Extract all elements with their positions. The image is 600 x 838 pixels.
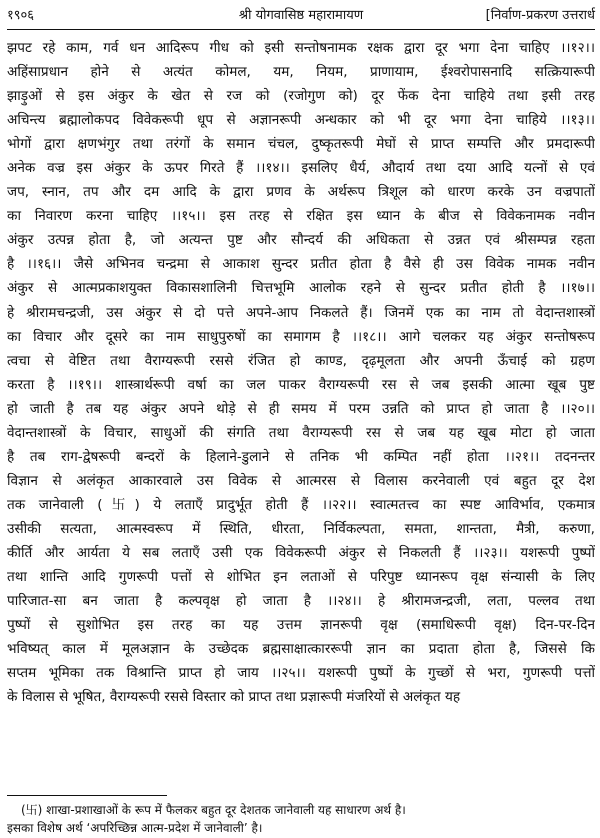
text-line: तक जानेवाली (卐) ये लताएँ प्रादुर्भूत होती हैं ।।२२।। स्वात्मतत्त्व का स्पष्ट आविर्भाव, एकमात्र [7, 496, 595, 513]
text-line: करता है ।।१९।। शास्त्रार्थरूपी वर्षा का जल पाकर वैराग्यरूपी रस से जब इसकी आत्मा खूब पुष्ट [7, 376, 595, 393]
footnote-line: (卐) शाखा-प्रशाखाओं के रूप में फैलकर बहुत दूर देशतक जानेवाली यह साधारण अर्थ है। [21, 803, 406, 817]
text-line: कीर्ति और आर्यता ये सब लताएँ उसी एक विवेकरूपी अंकुर से निकलती हैं ।।२३।। यशरूपी पुष्पों [7, 544, 595, 561]
book-page [7, 0, 595, 838]
text-line: का विचार और दूसरे का नाम साधुपुरुषों का समागम है ।।१८।। आगे चलकर यह अंकुर सन्तोषरूप [7, 328, 595, 345]
footnote-line: इसका विशेष अर्थ ‘अपरिच्छिन्न आत्म-प्रदेश में जानेवाली’ है। [7, 821, 263, 835]
text-line: जप, स्नान, तप और दम आदि के द्वारा प्रणव के अर्थरूप त्रिशूल को धारण करके उन वज्रपातों [7, 184, 595, 201]
text-line: त्वचा से वेष्टित तथा वैराग्यरूपी रससे रंजित हो काण्ड, दृढ़मूलता और अपनी ऊँचाई को ग्रहण [7, 352, 595, 369]
text-line: अचिन्त्य ब्रह्मालोकपद विवेकरूपी धूप से अज्ञानरूपी अन्धकार को भी दूर भगा देना चाहिये ।।१३।। [7, 112, 595, 129]
text-line: का निवारण करना चाहिए ।।१५।। इस तरह से रक्षित इस ध्यान के बीज से विवेकनामक नवीन [7, 208, 595, 225]
text-line: अहिंसाप्रधान होने से अत्यंत कोमल, यम, नियम, प्राणायाम, ईश्वरोपासनादि सत्क्रियारूपी [7, 64, 595, 81]
text-line: झाड़ुओं से इस अंकुर के खेत से रज को (रजोगुण को) दूर फेंक देना चाहिये तथा इसी तरह [7, 88, 595, 105]
footnote [7, 801, 595, 837]
text-line: वेदान्तशास्त्रों के विचार, साधुओं की संगति तथा वैराग्यरूपी रस से जब यह खूब मोटा हो जाता [7, 424, 595, 441]
text-line: अनेक वज्र इस अंकुर के ऊपर गिरते हैं ।।१४।। इसलिए धैर्य, औदार्य तथा दया आदि यत्नों से एवं [7, 160, 595, 177]
text-line: के विलास से भूषित, वैराग्यरूपी रससे विस्तार को प्राप्त तथा प्रज्ञारूपी मंजरियों से अलंकृत यह [7, 689, 461, 706]
text-line: सप्तम भूमिका तक विश्रान्ति प्राप्त हो जाय ।।२५।। यशरूपी पुष्पों के गुच्छों से भरा, गुणरूपी पत्तों [7, 665, 595, 682]
text-line: भोगों द्वारा क्षणभंगुर तथा तरंगों के समान चंचल, दुष्कृतरूपी मेघों से प्राप्त सम्पत्ति और प्रमदारूपी [7, 136, 595, 153]
text-line: भविष्यत् काल में मूलअज्ञान के उच्छेदक ब्रह्मसाक्षात्काररूपी ज्ञान का प्रदाता होता है, जिससे कि [7, 641, 595, 658]
text-line: पारिजात-सा बन जाता है कल्पवृक्ष हो जाता है ।।२४।। हे श्रीरामजन्द्रजी, लता, पल्लव तथा [7, 593, 595, 610]
book-title: श्री योगवासिष्ठ महारामायण [238, 8, 364, 23]
text-line: हो जाती है तब यह अंकुर अपने थोड़े से ही समय में परम उन्नति को प्राप्त हो जाता है ।।२०।। [7, 400, 595, 417]
text-line: अंकुर से आत्मप्रकाशयुक्त विकासशालिनी चित्तभूमि आलोक रहने से सुन्दर प्रतीत होती है ।।१७।। [7, 280, 595, 297]
header-divider [7, 29, 595, 30]
text-line: पुष्पों से सुशोभित इस तरह का यह उत्तम ज्ञानरूपी वृक्ष (समाधिरूपी वृक्ष) दिन-पर-दिन [7, 617, 595, 634]
text-line: तथा शान्ति आदि गुणरूपी पत्तों से शोभित इन लताओं से परिपुष्ट ध्यानरूप वृक्ष संन्यासी के लिए [7, 569, 595, 586]
page-number: १९०६ [7, 8, 35, 23]
text-line: विज्ञान से अलंकृत आकारवाले उस विवेक से आत्मरस से विलास करनेवाली एवं बहुत दूर देश [7, 472, 595, 489]
text-line: है ।।१६।। जैसे अभिनव चन्द्रमा से आकाश सुन्दर प्रतीत होता है वैसे ही उस विवेक नामक नवीन [7, 256, 595, 273]
section-title: [निर्वाण-प्रकरण उत्तरार्ध [485, 8, 595, 23]
text-line: अंकुर उत्पन्न होता है, जो अत्यन्त पुष्ट और सौन्दर्य की अधिकता से उन्नत एवं श्रीसम्पन्न रहता [7, 232, 595, 249]
body-text [7, 36, 595, 709]
footnote-divider [7, 795, 167, 796]
page-header [7, 6, 595, 26]
text-line: झपट रहे काम, गर्व धन आदिरूप गीध को इसी सन्तोषनामक रक्षक द्वारा दूर भगा देना चाहिए ।।१२।। [7, 40, 595, 56]
text-line: उसीकी सत्यता, आत्मस्वरूप में स्थिति, धीरता, निर्विकल्पता, समता, शान्तता, मैत्री, करुणा, [7, 520, 595, 537]
text-line: है तब राग-द्वेषरूपी बन्दरों के हिलाने-डुलाने से तनिक भी कम्पित नहीं होता ।।२१।। तदनन्तर [7, 448, 595, 465]
text-line: हे श्रीरामचन्द्रजी, उस अंकुर से दो पत्ते अपने-आप निकलते हैं। जिनमें एक का नाम तो वेदान्तशास्त्रों [7, 304, 595, 321]
